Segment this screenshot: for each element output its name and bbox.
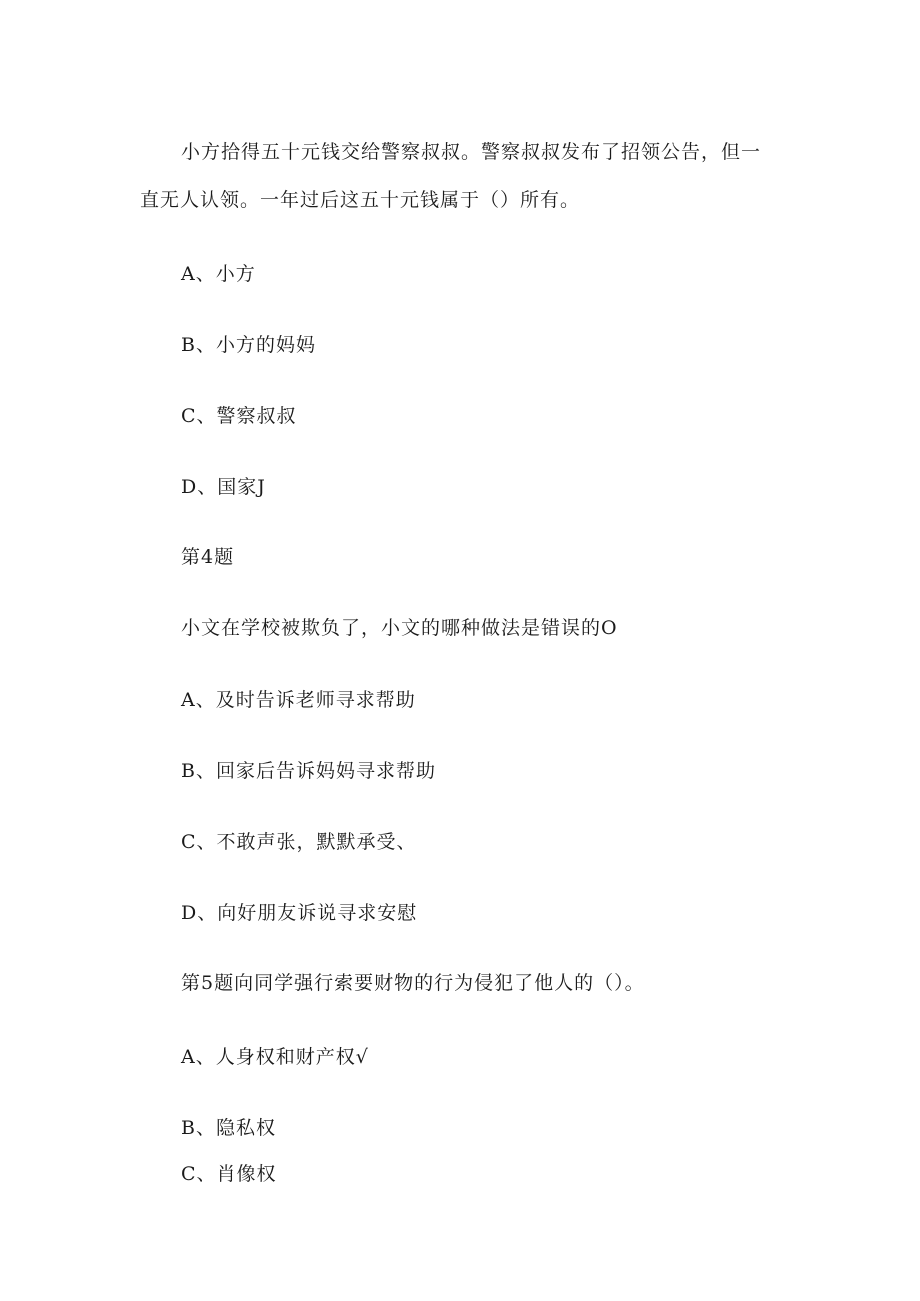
q3-option-c: C、警察叔叔: [181, 405, 297, 427]
q3-option-a: A、小方: [181, 263, 256, 285]
q3-stem-line-2: 直无人认领。一年过后这五十元钱属于（）所有。: [140, 189, 581, 211]
q5-option-c: C、肖像权: [181, 1163, 277, 1185]
q4-heading: 第4题: [181, 546, 235, 568]
q4-option-a: A、及时告诉老师寻求帮助: [181, 689, 416, 711]
q5-heading-stem: 第5题向同学强行索要财物的行为侵犯了他人的（）。: [181, 972, 645, 994]
q4-option-d: D、向好朋友诉说寻求安慰: [181, 902, 418, 924]
q3-option-d: D、国家J: [181, 476, 266, 498]
q5-option-a: A、人身权和财产权√: [181, 1046, 369, 1068]
q4-option-b: B、回家后告诉妈妈寻求帮助: [181, 760, 436, 782]
q4-stem: 小文在学校被欺负了，小文的哪种做法是错误的O: [181, 617, 618, 639]
q5-option-b: B、隐私权: [181, 1117, 276, 1139]
q3-option-b: B、小方的妈妈: [181, 334, 316, 356]
q4-option-c: C、不敢声张，默默承受、: [181, 831, 417, 853]
q3-stem-line-1: 小方拾得五十元钱交给警察叔叔。警察叔叔发布了招领公告，但一: [181, 141, 762, 163]
